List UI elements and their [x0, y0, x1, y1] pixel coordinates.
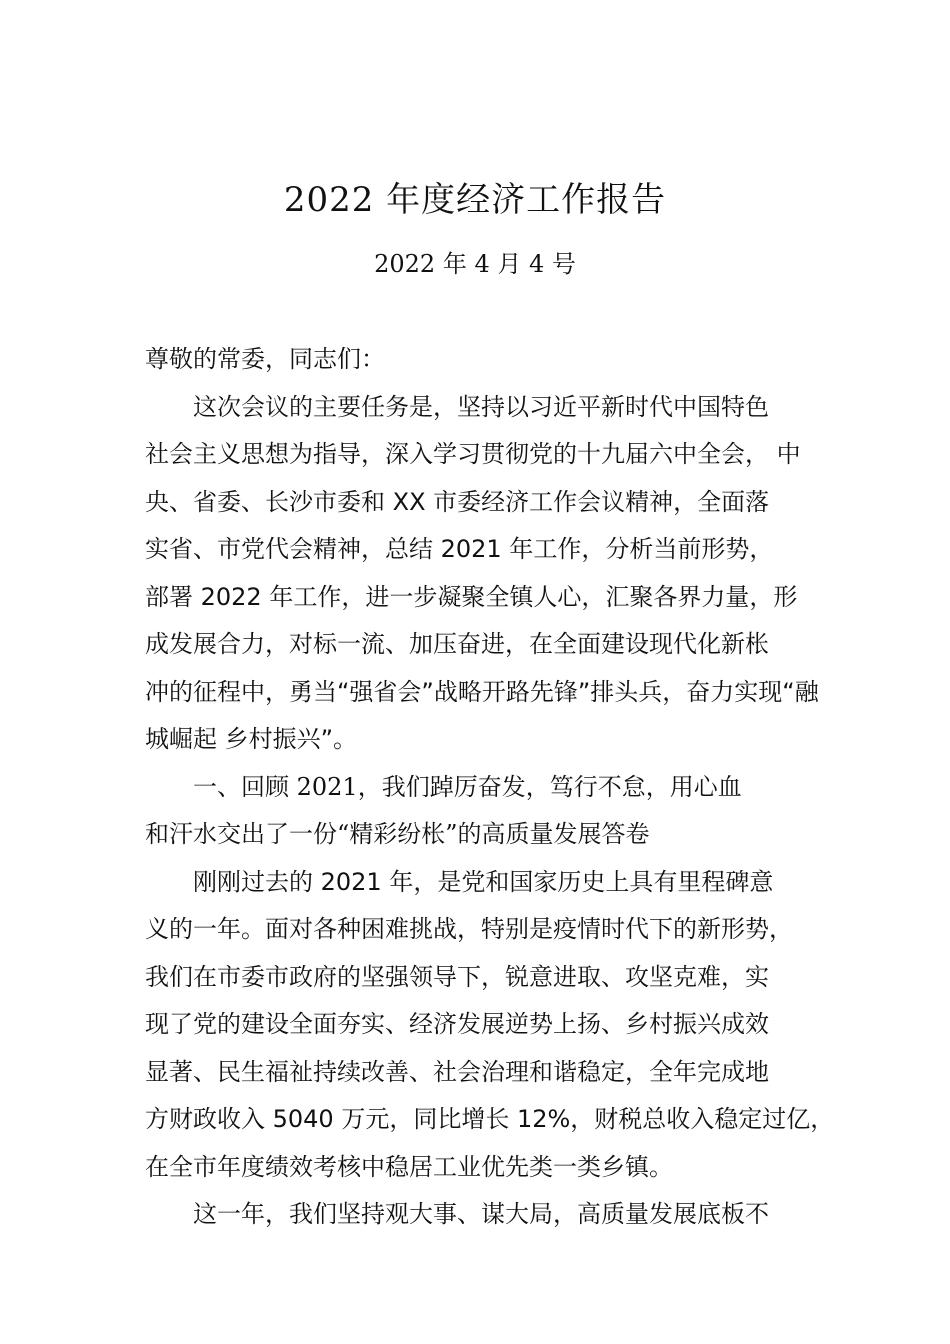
paragraph-line: 这次会议的主要任务是，坚持以习近平新时代中国特色	[193, 392, 769, 421]
salutation: 尊敬的常委，同志们：	[145, 345, 385, 373]
section-heading-line: 和汗水交出了一份“精彩纷枨”的高质量发展答卷	[145, 820, 650, 848]
paragraph-line: 成发展合力，对标一流、加压奋进，在全面建设现代化新枨	[145, 630, 769, 658]
paragraph-line: 这一年，我们坚持观大事、谋大局，高质量发展底板不	[193, 1200, 769, 1228]
paragraph-line: 我们在市委市政府的坚强领导下，锐意进取、攻坚克难，实	[145, 962, 769, 991]
paragraph-line: 刚刚过去的 2021 年，是党和国家历史上具有里程碑意	[193, 867, 774, 896]
paragraph-line: 显著、民生福祉持续改善、社会治理和谐稳定，全年完成地	[145, 1057, 769, 1086]
paragraph-line: 实省、市党代会精神，总结 2021 年工作，分析当前形势，	[145, 535, 774, 563]
paragraph-line: 在全市年度绩效考核中稳居工业优先类一类乡镇。	[145, 1152, 673, 1181]
document-date: 2022 年 4 月 4 号	[374, 250, 576, 278]
section-heading-line: 一、回顾 2021，我们踔厉奋发，笃行不怠，用心血	[193, 772, 742, 801]
paragraph-line: 方财政收入 5040 万元，同比增长 12%，财税总收入稳定过亿，	[145, 1105, 835, 1133]
document-body	[145, 336, 835, 1239]
paragraph-line: 社会主义思想为指导，深入学习贯彻党的十九届六中全会， 中	[145, 440, 801, 468]
paragraph-line: 城崛起 乡村振兴”。	[145, 725, 358, 753]
paragraph-line: 现了党的建设全面夯实、经济发展逆势上扬、乡村振兴成效	[145, 1010, 769, 1038]
document-title: 2022 年度经济工作报告	[283, 180, 667, 220]
paragraph-line: 冲的征程中，勇当“强省会”战略开路先锋”排头兵，奋力实现“融	[145, 677, 819, 706]
paragraph-line: 央、省委、长沙市委和 XX 市委经济工作会议精神，全面落	[145, 487, 770, 516]
paragraph-line: 部署 2022 年工作，进一步凝聚全镇人心，汇聚各界力量，形	[145, 582, 798, 611]
paragraph-line: 义的一年。面对各种困难挑战，特别是疫情时代下的新形势，	[145, 915, 793, 943]
